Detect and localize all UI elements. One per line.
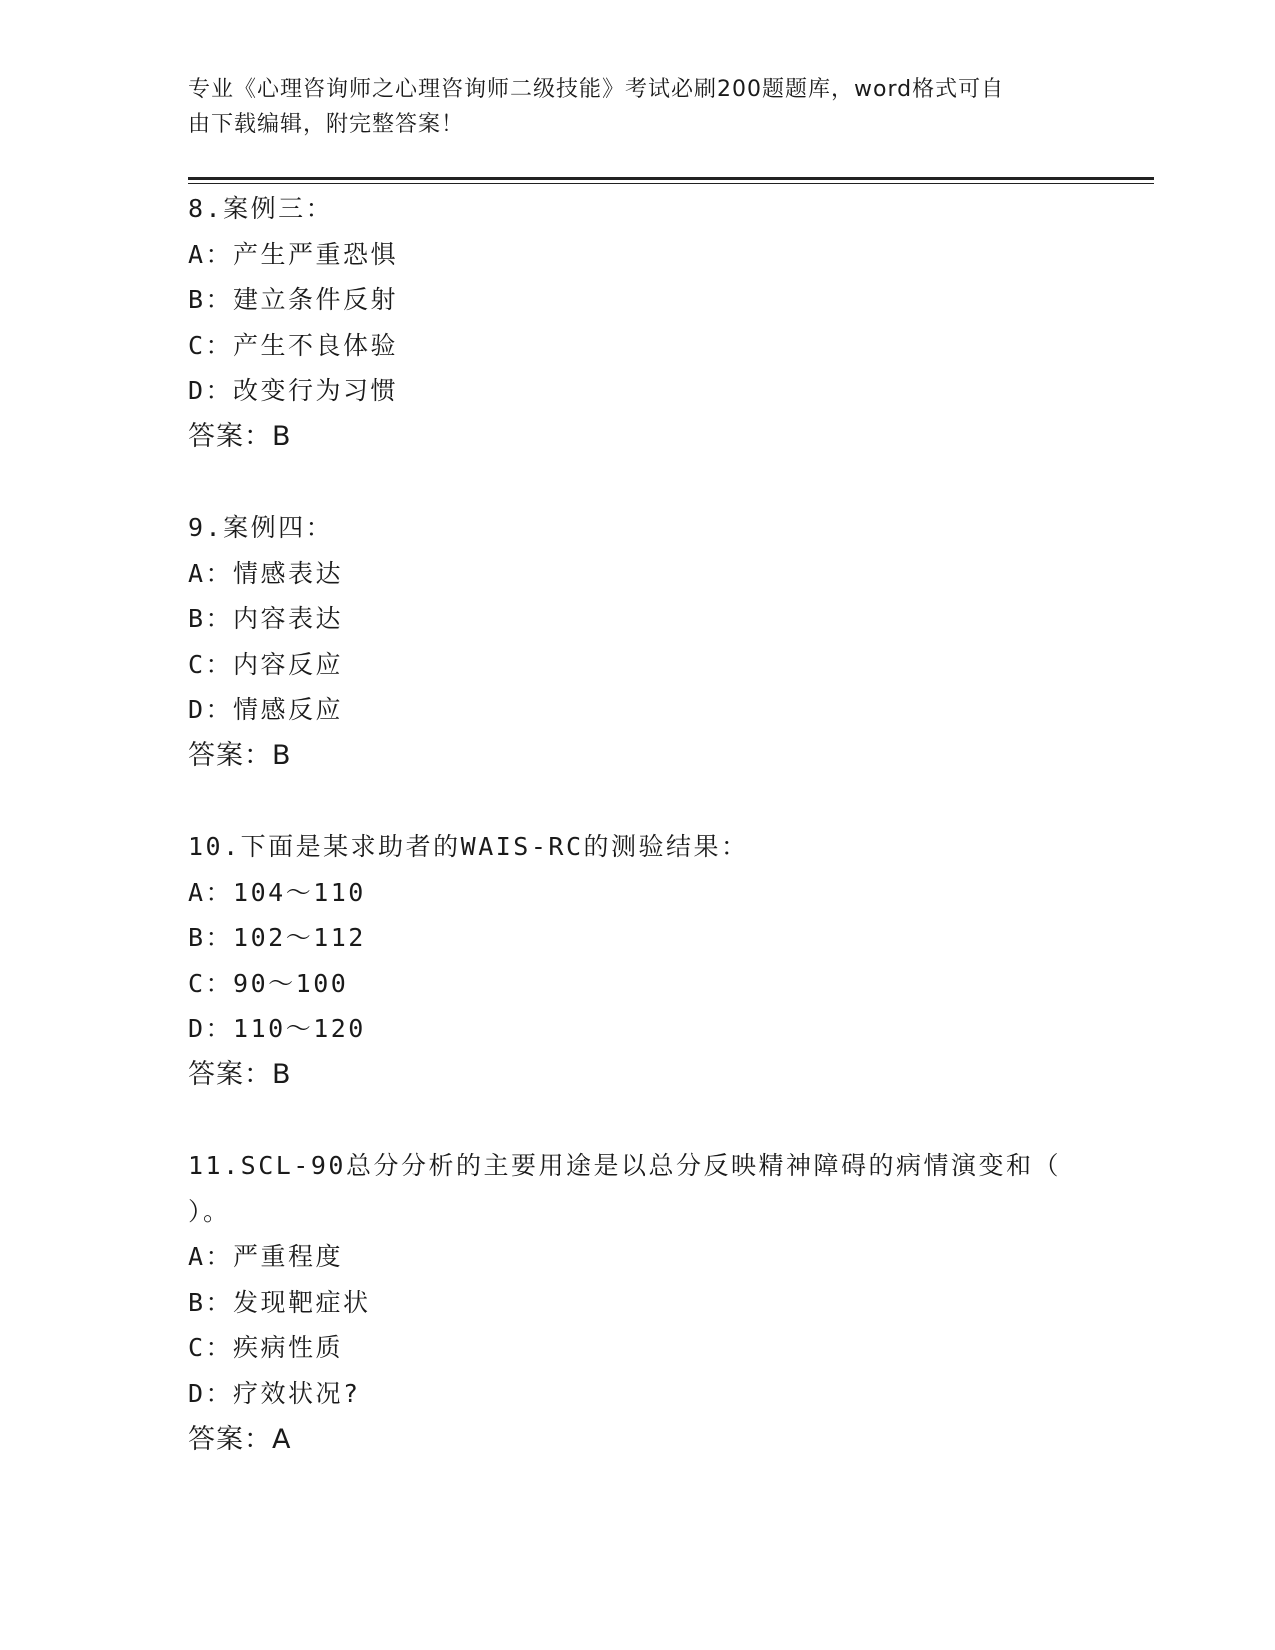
answer: 答案：B <box>188 420 292 452</box>
question-stem: 9.案例四： <box>188 513 334 542</box>
option-b: B：102～112 <box>188 923 366 953</box>
question-stem-line-2: ）。 <box>188 1196 231 1226</box>
option-b: B：内容表达 <box>188 604 344 634</box>
document-header <box>188 72 1068 142</box>
answer: 答案：A <box>188 1423 292 1455</box>
question-9 <box>188 505 1088 779</box>
header-line-1: 专业《心理咨询师之心理咨询师二级技能》考试必刷200题题库，word格式可自 <box>188 77 1005 102</box>
option-d: D：110～120 <box>188 1014 366 1044</box>
header-line-2: 由下载编辑，附完整答案！ <box>188 112 465 137</box>
option-c: C：产生不良体验 <box>188 330 399 360</box>
option-a: A：严重程度 <box>188 1242 344 1272</box>
question-stem: 10.下面是某求助者的WAIS-RC的测验结果： <box>188 832 749 861</box>
option-a: A：104～110 <box>188 877 366 907</box>
question-stem-line-1: 11.SCL-90总分分析的主要用途是以总分反映精神障碍的病情演变和（ <box>188 1151 1061 1180</box>
question-11 <box>188 1143 1088 1462</box>
option-d: D：改变行为习惯 <box>188 376 399 406</box>
option-c: C：疾病性质 <box>188 1333 344 1363</box>
answer: 答案：B <box>188 1058 292 1090</box>
answer: 答案：B <box>188 739 292 771</box>
option-a: A：情感表达 <box>188 558 344 588</box>
option-d: D：情感反应 <box>188 695 344 725</box>
question-8 <box>188 186 1088 460</box>
header-divider-thick <box>188 177 1154 180</box>
option-b: B：建立条件反射 <box>188 285 399 315</box>
option-c: C：内容反应 <box>188 649 344 679</box>
question-10 <box>188 824 1088 1098</box>
option-a: A：产生严重恐惧 <box>188 239 399 269</box>
option-c: C：90～100 <box>188 968 349 998</box>
option-d: D：疗效状况? <box>188 1378 361 1408</box>
question-stem: 8.案例三： <box>188 194 334 223</box>
option-b: B：发现靶症状 <box>188 1287 371 1317</box>
header-divider-thin <box>188 183 1154 184</box>
